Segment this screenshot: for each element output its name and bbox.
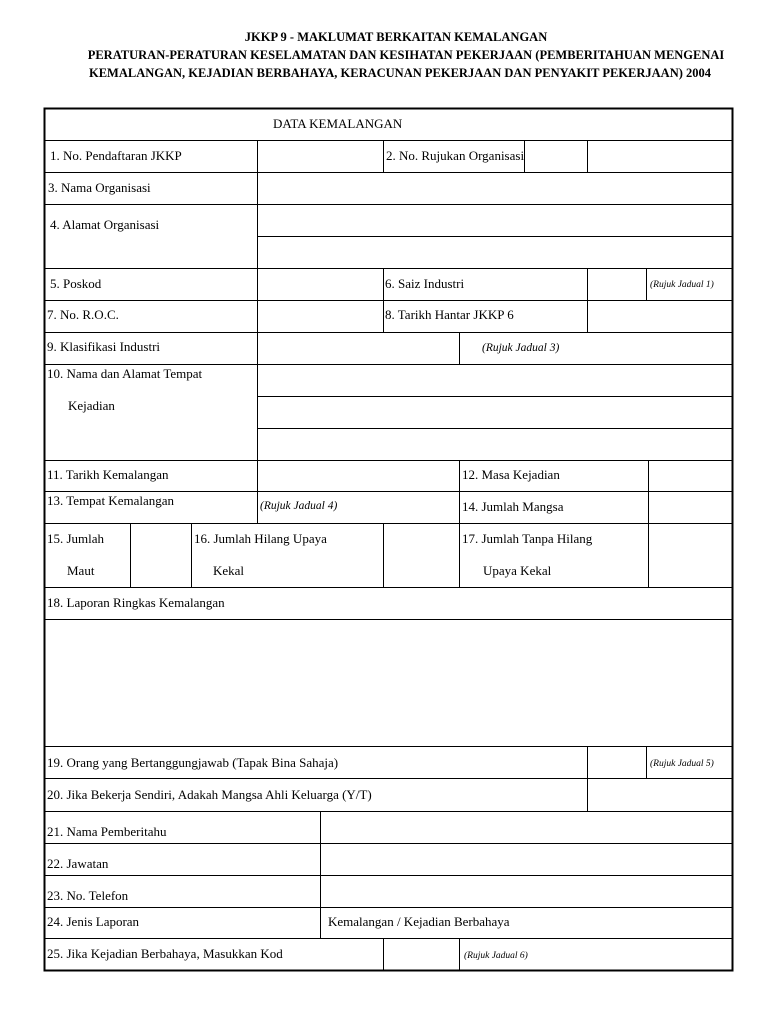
incident-time-label: 12. Masa Kejadian	[462, 467, 560, 482]
jkkp6-date-label: 8. Tarikh Hantar JKKP 6	[385, 307, 514, 322]
org-name-label: 3. Nama Organisasi	[48, 180, 151, 195]
roc-number-label: 7. No. R.O.C.	[47, 307, 119, 322]
self-employed-family-label: 20. Jika Bekerja Sendiri, Adakah Mangsa Ahli Keluarga (Y/T)	[47, 787, 372, 802]
section-title: DATA KEMALANGAN	[273, 116, 403, 131]
industry-classification-label: 9. Klasifikasi Industri	[47, 339, 161, 354]
position-label: 22. Jawatan	[47, 856, 109, 871]
accident-date-label: 11. Tarikh Kemalangan	[47, 467, 169, 482]
responsible-person-label: 19. Orang yang Bertanggungjawab (Tapak Bina Sahaja)	[47, 755, 339, 770]
incident-place-label: 10. Nama dan Alamat Tempat	[47, 366, 203, 381]
accident-location-note: (Rujuk Jadual 4)	[260, 500, 338, 512]
dangerous-occurrence-code-label: 25. Jika Kejadian Berbahaya, Masukkan Kod	[47, 946, 283, 961]
dangerous-occurrence-note: (Rujuk Jadual 6)	[464, 951, 528, 961]
no-permanent-disability-label-cont: Upaya Kekal	[483, 563, 552, 578]
jkkp-registration-label: 1. No. Pendaftaran JKKP	[50, 148, 182, 163]
regulation-title-line-1: PERATURAN-PERATURAN KESELAMATAN DAN KESIHATAN PEKERJAAN (PEMBERITAHUAN MENGENAI	[87, 48, 725, 62]
no-permanent-disability-label: 17. Jumlah Tanpa Hilang	[462, 531, 593, 546]
victim-count-label: 14. Jumlah Mangsa	[462, 499, 564, 514]
industry-classification-note: (Rujuk Jadual 3)	[482, 342, 560, 354]
regulation-title-line-2: KEMALANGAN, KEJADIAN BERBAHAYA, KERACUNAN PEKERJAAN DAN PENYAKIT PEKERJAAN) 2004	[88, 66, 712, 80]
fatalities-label-cont: Maut	[67, 563, 95, 578]
permanent-disability-label: 16. Jumlah Hilang Upaya	[194, 531, 327, 546]
org-reference-label: 2. No. Rujukan Organisasi	[386, 148, 525, 163]
accident-summary-label: 18. Laporan Ringkas Kemalangan	[47, 595, 225, 610]
form-heading: JKKP 9 - MAKLUMAT BERKAITAN KEMALANGAN	[244, 30, 548, 44]
postcode-label: 5. Poskod	[50, 276, 102, 291]
phone-label: 23. No. Telefon	[47, 888, 129, 903]
accident-location-label: 13. Tempat Kemalangan	[47, 493, 175, 508]
permanent-disability-label-cont: Kekal	[213, 563, 245, 578]
report-type-label: 24. Jenis Laporan	[47, 914, 140, 929]
industry-size-note: (Rujuk Jadual 1)	[650, 280, 714, 290]
industry-size-label: 6. Saiz Industri	[385, 276, 465, 291]
notifier-name-label: 21. Nama Pemberitahu	[47, 824, 167, 839]
fatalities-label: 15. Jumlah	[47, 531, 105, 546]
report-type-value: Kemalangan / Kejadian Berbahaya	[328, 914, 510, 929]
org-address-label: 4. Alamat Organisasi	[50, 217, 160, 232]
incident-place-label-cont: Kejadian	[68, 398, 115, 413]
responsible-person-note: (Rujuk Jadual 5)	[650, 759, 714, 769]
